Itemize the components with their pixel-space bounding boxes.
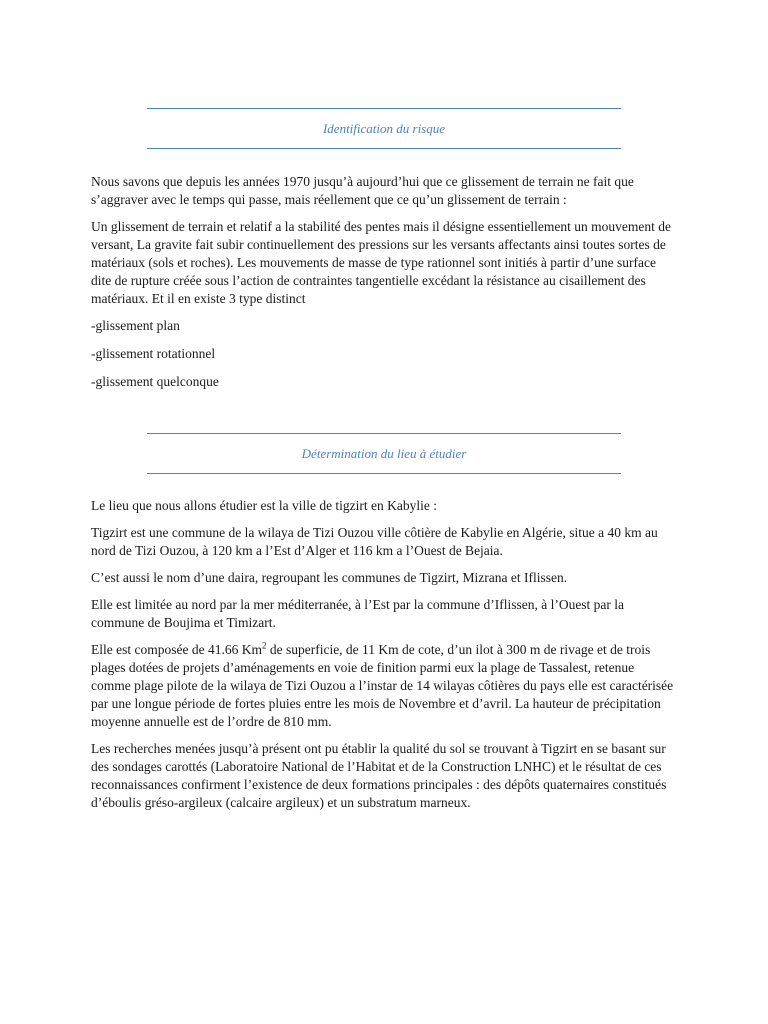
paragraph: C’est aussi le nom d’une daira, regroupant les communes de Tigzirt, Mizrana et Iflissen.	[91, 570, 568, 585]
paragraph: Elle est limitée au nord par la mer méditerranée, à l’Est par la commune d’Iflissen, à l’Ouest par la commune de Boujima et Timizart.	[91, 597, 625, 630]
superscript: 2	[261, 640, 267, 651]
heading-bottom-rule	[147, 148, 621, 149]
list-item-glissement-plan: -glissement plan	[91, 318, 180, 333]
list-item-glissement-quelconque: -glissement quelconque	[91, 374, 219, 389]
paragraph-text: de superficie, de 11 Km de cote, d’un ilot à 300 m de rivage et de trois plages dotées de projets d’aménagements en voie de finition parmi eux la plage de Tassalest, retenue comme plage pilote de la wilaya de Tizi Ouzou a l’instar de 14 wilayas côtières du pays elle est caractérisée par une longue période de fortes pluies entre les mois de Novembre et d’avril. La hauteur de précipitation moyenne annuelle est de l’ordre de 810 mm.	[91, 642, 674, 729]
paragraph-text: Elle est composée de 41.66 Km	[91, 642, 262, 657]
section-heading-identification: Identification du risque	[322, 121, 446, 136]
heading-bottom-rule	[147, 473, 621, 474]
list-item-glissement-rotationnel: -glissement rotationnel	[91, 346, 216, 361]
paragraph: Un glissement de terrain et relatif a la stabilité des pentes mais il désigne essentiellement un mouvement de versant, La gravite fait subir continuellement des pressions sur les versants affectants ainsi toutes sortes de matériaux (sols et roches). Les mouvements de masse de type rationnel sont initiés à partir d’une surface dite de rupture créée sous l’action de contraintes tangentielle excédant la résistance au cisaillement des matériaux. Et il en existe 3 type distinct	[91, 219, 671, 306]
paragraph: Tigzirt est une commune de la wilaya de Tizi Ouzou ville côtière de Kabylie en Algérie, situe a 40 km au nord de Tizi Ouzou, à 120 km a l’Est d’Alger et 116 km a l’Ouest de Bejaia.	[91, 525, 658, 558]
section-heading-block-determination	[147, 433, 621, 474]
paragraph: Nous savons que depuis les années 1970 jusqu’à aujourd’hui que ce glissement de terrain ne fait que s’aggraver avec le temps qui passe, mais réellement que ce qu’un glissement de terrain :	[91, 174, 634, 207]
section-heading-block-identification	[147, 108, 621, 149]
paragraph: Le lieu que nous allons étudier est la ville de tigzirt en Kabylie :	[91, 498, 438, 513]
section-body-determination	[91, 497, 676, 821]
section-body-identification	[91, 173, 676, 401]
section-heading-determination: Détermination du lieu à étudier	[301, 446, 467, 461]
paragraph-composition	[91, 641, 676, 731]
paragraph: Les recherches menées jusqu’à présent ont pu établir la qualité du sol se trouvant à Tigzirt en se basant sur des sondages carottés (Laboratoire National de l’Habitat et de la Construction LNHC) et le résultat de ces reconnaissances confirment l’existence de deux formations principales : des dépôts quaternaires constitués d’éboulis gréso-argileux (calcaire argileux) et un substratum marneux.	[91, 741, 667, 810]
